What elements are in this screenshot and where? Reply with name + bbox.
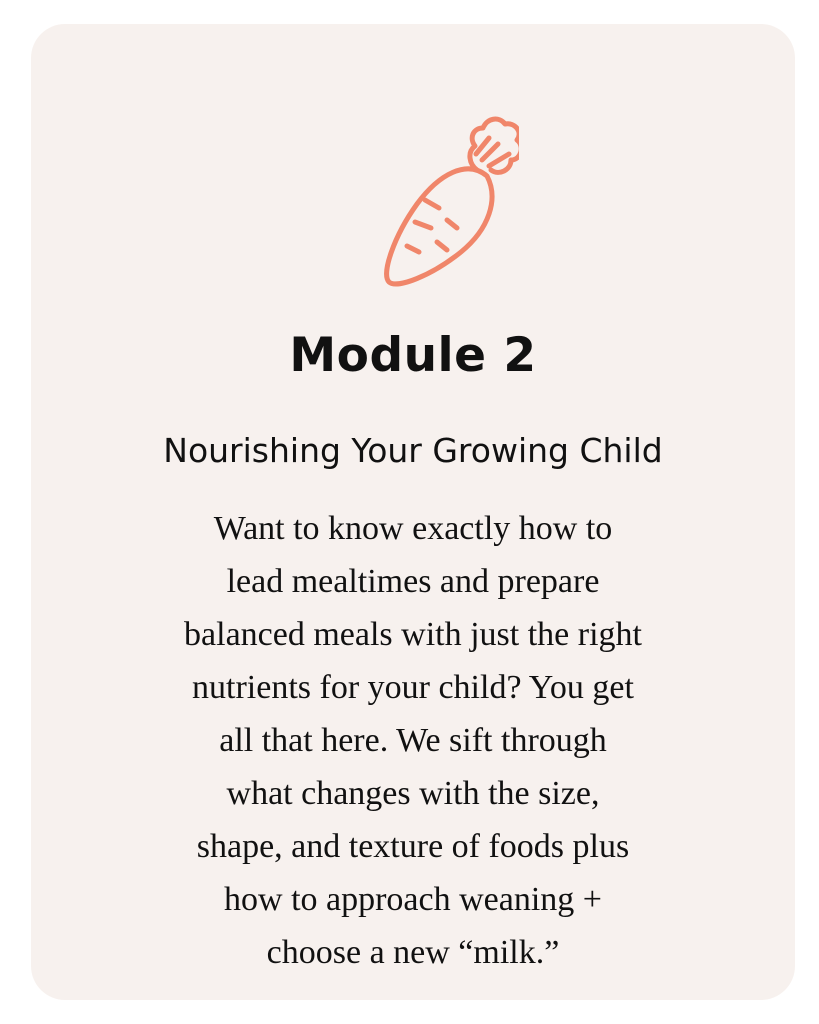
description-line: how to approach weaning +: [224, 881, 602, 918]
description-line: shape, and texture of foods plus: [196, 828, 630, 865]
module-card: [31, 24, 795, 1000]
carrot-icon: [349, 104, 519, 294]
module-title: Module 2: [289, 328, 537, 383]
description-line: all that here. We sift through: [219, 722, 607, 759]
description-line: lead mealtimes and prepare: [226, 563, 600, 600]
description-line: Want to know exactly how to: [213, 510, 613, 547]
description-line: choose a new “milk.”: [266, 934, 560, 971]
icon-area: [31, 24, 795, 324]
module-subtitle: Nourishing Your Growing Child: [163, 431, 663, 470]
module-description: [91, 502, 735, 979]
description-line: what changes with the size,: [226, 775, 600, 812]
description-line: balanced meals with just the right: [184, 616, 642, 653]
description-line: nutrients for your child? You get: [192, 669, 634, 706]
